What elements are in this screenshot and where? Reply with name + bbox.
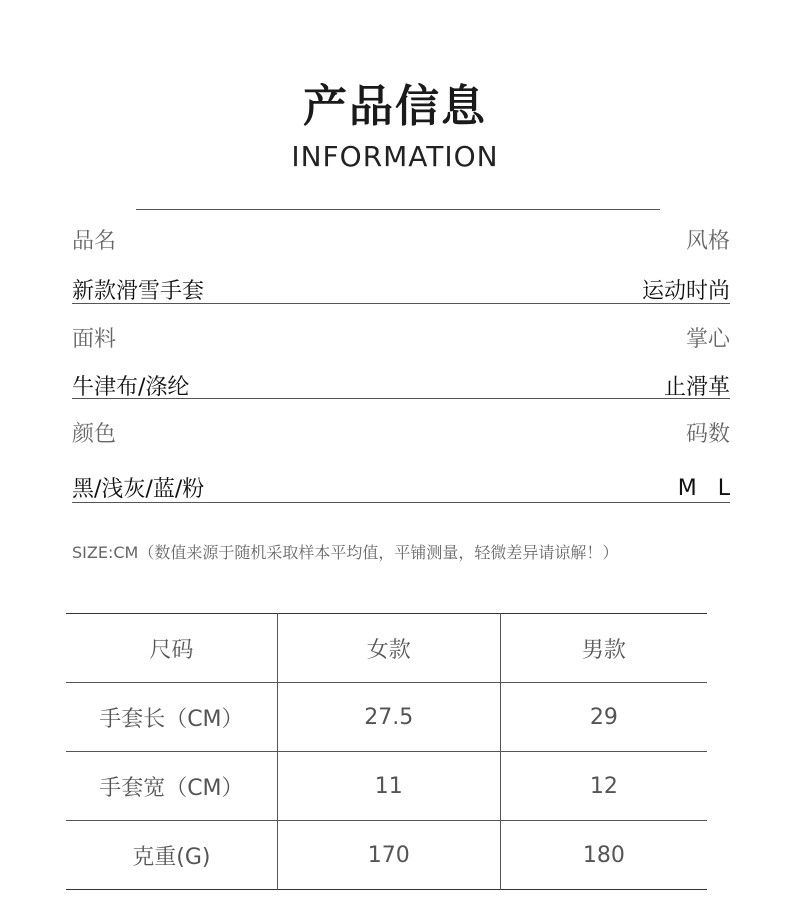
info-label-palm: 掌心 [685, 327, 730, 352]
info-label-fabric: 面料 [72, 327, 117, 352]
table-cell: 11 [277, 752, 500, 821]
table-cell: 手套长（CM） [66, 683, 277, 752]
info-value-color: 黑/浅灰/蓝/粉 [72, 477, 205, 502]
column-header: 男款 [581, 637, 626, 663]
divider [72, 398, 730, 399]
page-subtitle: INFORMATION [291, 140, 499, 173]
table-cell: 180 [500, 821, 707, 890]
info-label-size: 码数 [685, 422, 730, 447]
column-header: 尺码 [66, 614, 277, 683]
info-value-style: 运动时尚 [641, 279, 730, 304]
info-value-fabric: 牛津布/涤纶 [72, 375, 190, 400]
table-cell: 29 [500, 683, 707, 752]
table-row [66, 752, 707, 821]
table-cell: 12 [500, 752, 707, 821]
info-label-name: 品名 [72, 229, 117, 254]
info-label-color: 颜色 [72, 422, 117, 447]
info-value-name: 新款滑雪手套 [72, 279, 205, 304]
divider [72, 303, 730, 304]
table-row [66, 683, 707, 752]
size-table [66, 613, 707, 890]
table-header-row [66, 614, 707, 683]
table-cell: 27.5 [277, 683, 500, 752]
table-row [66, 821, 707, 890]
table-cell: 克重(G) [66, 821, 277, 890]
info-value-size: M L [677, 476, 730, 501]
divider [72, 502, 730, 503]
table-cell: 170 [277, 821, 500, 890]
info-value-palm: 止滑革 [663, 375, 730, 400]
column-header: 女款 [277, 614, 500, 683]
divider [136, 209, 660, 210]
size-note: SIZE:CM（数值来源于随机采取样本平均值，平铺测量，轻微差异请谅解！） [72, 543, 619, 562]
info-label-style: 风格 [685, 229, 730, 254]
table-cell: 手套宽（CM） [66, 752, 277, 821]
page-title: 产品信息 [303, 81, 487, 132]
